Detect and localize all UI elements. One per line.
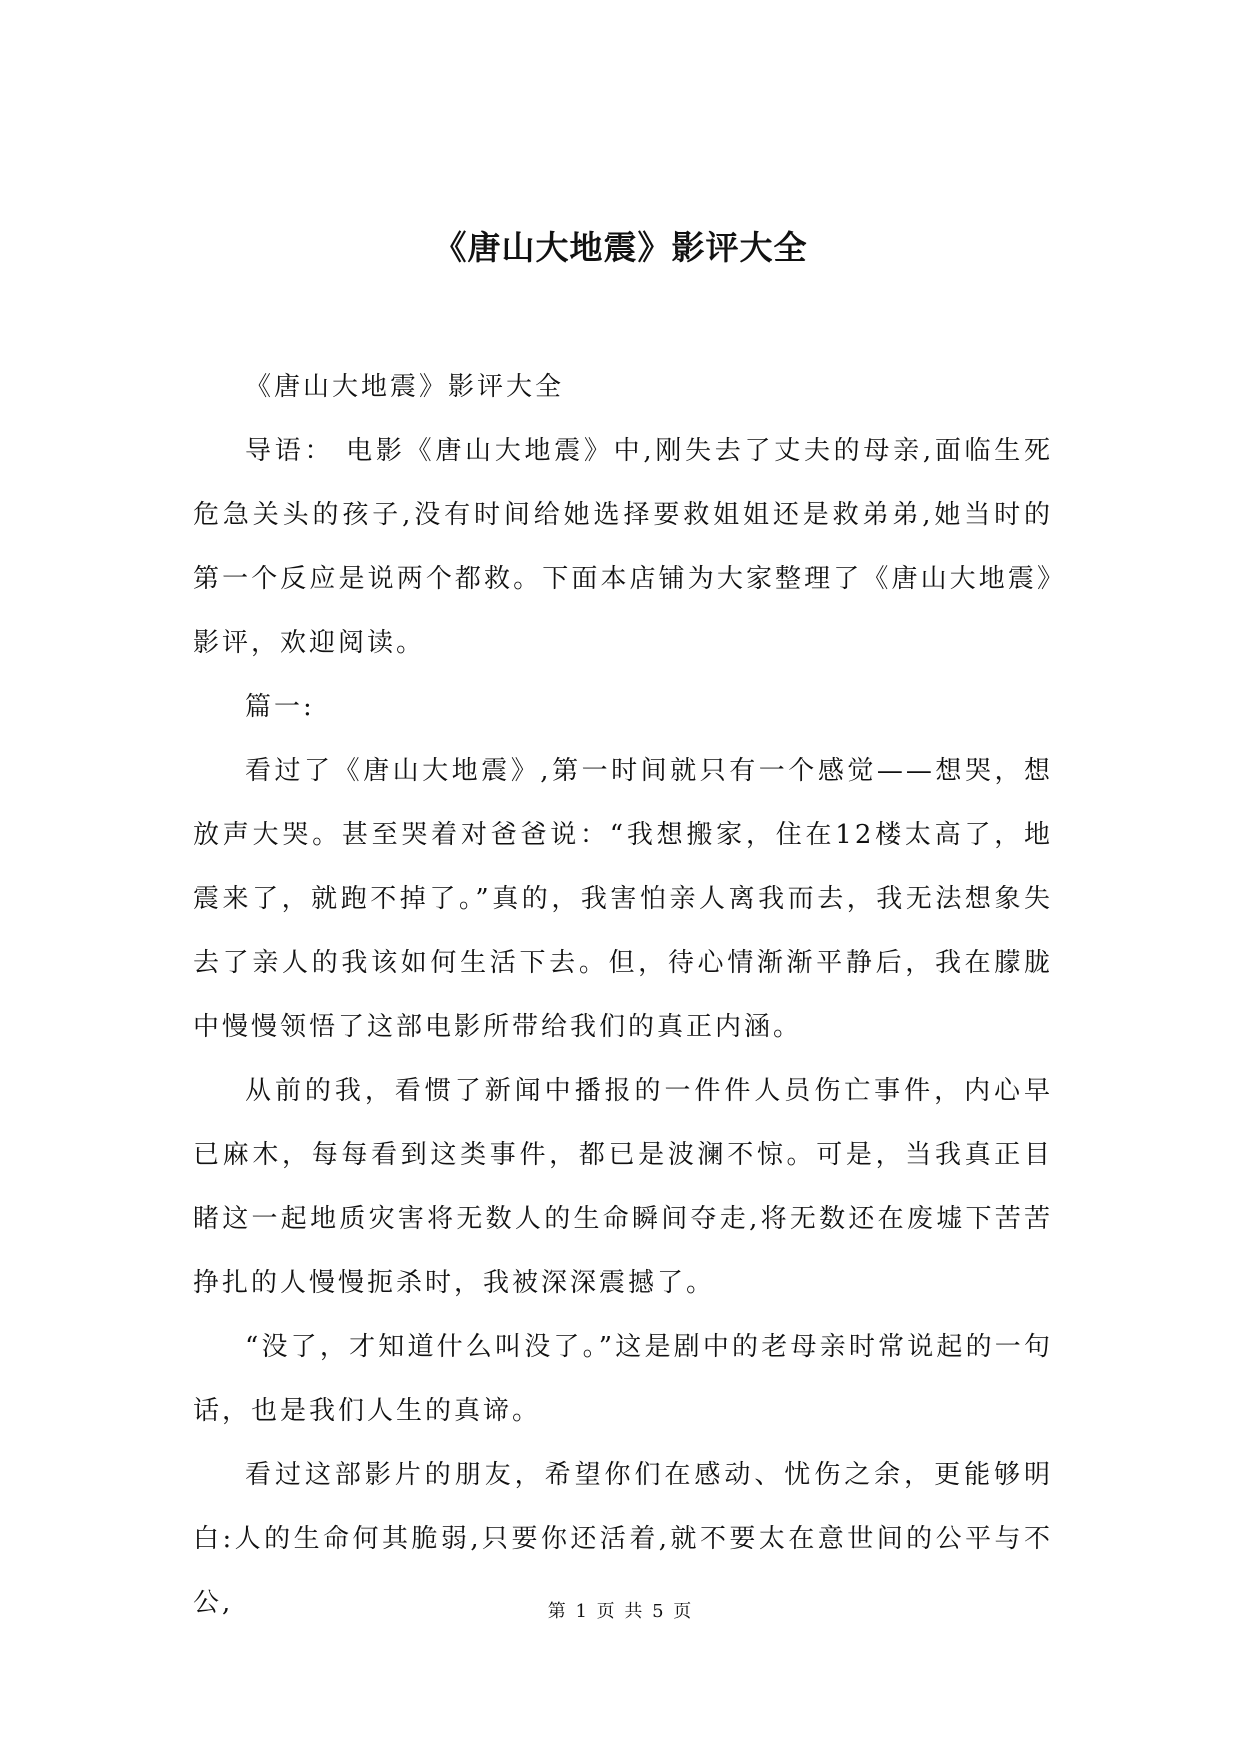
paragraph-review-1: 看过了《唐山大地震》,第一时间就只有一个感觉——想哭，想放声大哭。甚至哭着对爸爸说：“我想搬家，住在12楼太高了，地震来了，就跑不掉了。”真的，我害怕亲人离我而去，我无法想象失去了亲人的我该如何生活下去。但，待心情渐渐平静后，我在朦胧中慢慢领悟了这部电影所带给我们的真正内涵。: [193, 756, 1053, 1042]
paragraph-review-3: “没了，才知道什么叫没了。”这是剧中的老母亲时常说起的一句话，也是我们人生的真谛。: [193, 1332, 1053, 1426]
paragraph-review-4: 看过这部影片的朋友，希望你们在感动、忧伤之余，更能够明白:人的生命何其脆弱,只要你还活着,就不要太在意世间的公平与不公,: [193, 1460, 1053, 1618]
paragraph-review-2: 从前的我，看惯了新闻中播报的一件件人员伤亡事件，内心早已麻木，每每看到这类事件，都已是波澜不惊。可是，当我真正目睹这一起地质灾害将无数人的生命瞬间夺走,将无数还在废墟下苦苦挣扎的人慢慢扼杀时，我被深深震撼了。: [193, 1076, 1053, 1298]
document-body: [193, 355, 1053, 1635]
paragraph-section-label: 篇一:: [245, 692, 315, 722]
paragraph-intro: 导语： 电影《唐山大地震》中,刚失去了丈夫的母亲,面临生死危急关头的孩子,没有时间给她选择要救姐姐还是救弟弟,她当时的第一个反应是说两个都救。下面本店铺为大家整理了《唐山大地震》影评，欢迎阅读。: [193, 436, 1053, 658]
page-footer: 第 1 页 共 5 页: [547, 1601, 694, 1622]
document-title: 《唐山大地震》影评大全: [433, 228, 808, 267]
paragraph-heading-repeat: 《唐山大地震》影评大全: [245, 372, 565, 402]
